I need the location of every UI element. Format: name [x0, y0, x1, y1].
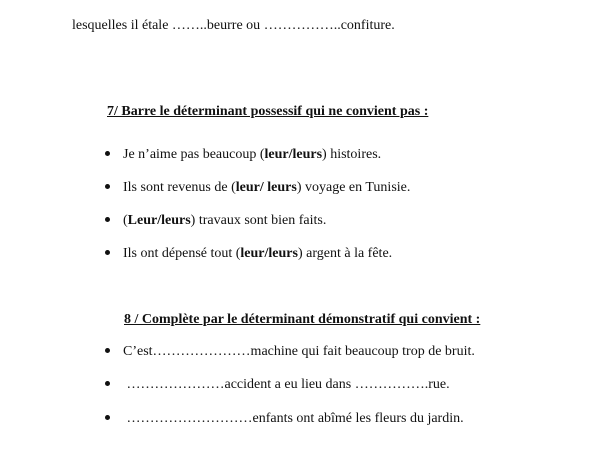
exercise-7-item	[105, 147, 381, 163]
exercise-8-heading: 8 / Complète par le déterminant démonstratif qui convient :	[124, 312, 481, 327]
bullet-icon	[105, 250, 110, 255]
exercise-7-item	[105, 246, 392, 262]
exercise-8-item	[105, 344, 475, 360]
item-text: ) travaux sont bien faits.	[190, 213, 327, 228]
item-text: Ils ont dépensé tout (	[123, 246, 241, 261]
bullet-icon	[105, 415, 110, 420]
item-text: ) argent à la fête.	[297, 246, 393, 261]
exercise-8-item	[105, 411, 464, 427]
bullet-icon	[105, 348, 110, 353]
item-text: Je n’aime pas beaucoup (	[123, 147, 265, 162]
bullet-icon	[105, 151, 110, 156]
item-text: Ils sont revenus de (	[123, 180, 236, 195]
item-text: ) voyage en Tunisie.	[296, 180, 411, 195]
item-choice: leur/leurs	[240, 246, 298, 261]
bullet-icon	[105, 381, 110, 386]
item-choice: leur/ leurs	[235, 180, 297, 195]
sentence-part: beurre ou	[206, 18, 264, 33]
item-choice: Leur/leurs	[127, 213, 191, 228]
exercise-8-item	[105, 377, 450, 393]
sentence-part: confiture.	[340, 18, 395, 33]
blank-dots: ……………..	[263, 18, 341, 33]
exercise-7-item	[105, 213, 326, 229]
blank-dots: ……..	[171, 18, 207, 33]
sentence-part: lesquelles il étale	[72, 18, 172, 33]
item-text: ………………………enfants ont abîmé les fleurs du jardin.	[123, 411, 464, 426]
continued-sentence	[72, 18, 395, 34]
item-text: (	[123, 213, 128, 228]
item-text: …………………accident a eu lieu dans …………….rue.	[123, 377, 450, 392]
bullet-icon	[105, 217, 110, 222]
item-choice: leur/leurs	[264, 147, 323, 162]
item-text: C’est…………………machine qui fait beaucoup trop de bruit.	[123, 344, 475, 359]
bullet-icon	[105, 184, 110, 189]
exercise-7-heading: 7/ Barre le déterminant possessif qui ne convient pas :	[107, 104, 429, 119]
exercise-7-item	[105, 180, 410, 196]
item-text: ) histoires.	[322, 147, 382, 162]
